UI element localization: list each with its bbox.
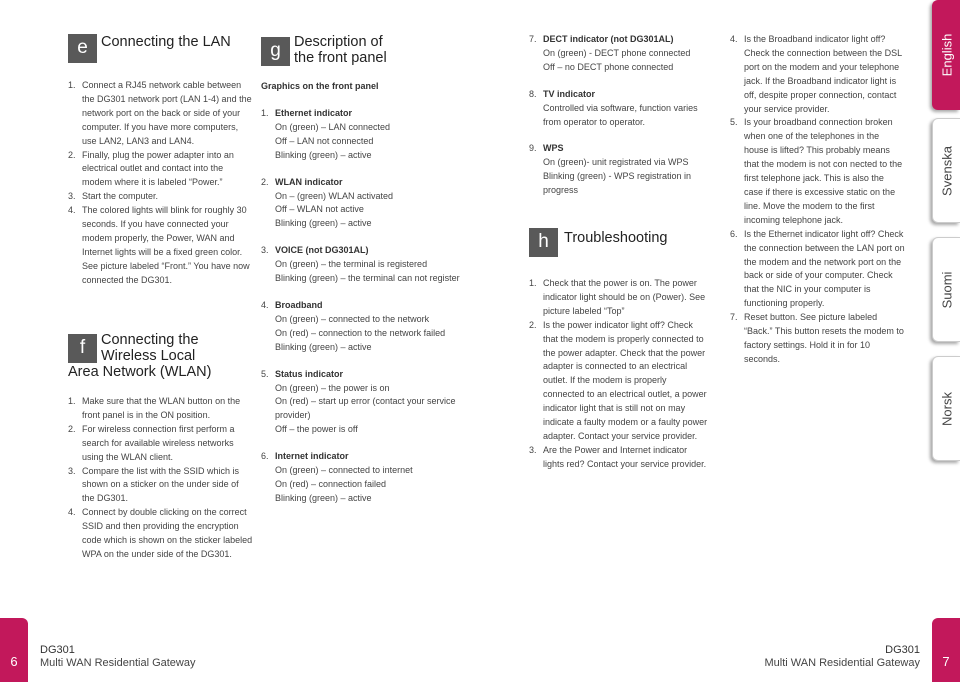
- section-badge-e: e: [68, 34, 97, 63]
- indicator-state: On (green) – the terminal is registered: [275, 259, 428, 270]
- tab-label-english: English: [939, 33, 954, 77]
- list-item-number: 6.: [730, 228, 738, 239]
- list-item: [68, 423, 253, 465]
- list-item-number: 2.: [529, 319, 537, 330]
- indicator-number: 2.: [261, 176, 269, 187]
- indicator-state: On (red) – start up error (contact your service provider): [275, 396, 456, 421]
- tab-suomi[interactable]: [932, 237, 960, 342]
- list-item: [730, 228, 905, 311]
- list-item-text: For wireless connection first perform a search for available wireless networks using the WLAN client.: [82, 423, 235, 462]
- indicator-item: [261, 450, 461, 506]
- indicator-item: [529, 142, 714, 198]
- list-item: [68, 79, 253, 149]
- list-item-number: 1.: [68, 396, 76, 406]
- list-item: [529, 277, 709, 319]
- tab-label-norsk: Norsk: [939, 391, 954, 426]
- indicator-state: On (red) – connection failed: [275, 478, 387, 489]
- list-item-text: Compare the list with the SSID which is shown on a sticker on the under side of the DG301.: [82, 465, 240, 504]
- list-item-number: 3.: [68, 465, 76, 476]
- tab-label-suomi: Suomi: [939, 271, 954, 308]
- tab-english[interactable]: [932, 0, 960, 110]
- indicator-item: [529, 33, 714, 75]
- indicator-number: 7.: [529, 34, 537, 44]
- indicator-title: TV indicator: [543, 88, 596, 99]
- list-item: [68, 204, 253, 287]
- list-item-text: Start the computer.: [82, 191, 159, 202]
- list-item-text: Make sure that the WLAN button on the front panel is in the ON position.: [82, 396, 241, 420]
- page-number-right-tab: [932, 618, 960, 682]
- indicator-item: [261, 368, 461, 438]
- indicator-state: On (red) – connection to the network failed: [275, 327, 446, 338]
- list-item-number: 4.: [68, 205, 76, 216]
- list-item: [529, 319, 709, 444]
- indicator-title: VOICE (not DG301AL): [275, 245, 369, 256]
- indicator-title: WPS: [543, 143, 564, 154]
- list-item-number: 2.: [68, 423, 76, 434]
- section-title-f-1: Connecting the: [101, 332, 199, 348]
- indicator-title: Status indicator: [275, 368, 344, 379]
- indicator-title: WLAN indicator: [275, 176, 343, 187]
- list-item-text: Connect a RJ45 network cable between the DG301 network port (LAN 1-4) and the network port on the back or side of your computer. If you have more computers, use LAN2, LAN3 and LAN4.: [82, 80, 252, 146]
- section-title-h: Troubleshooting: [564, 230, 668, 246]
- list-item-number: 1.: [68, 80, 76, 90]
- list-item-text: The colored lights will blink for roughly 30 seconds. If you have connected your modem properly, the Power, WAN and Internet lights will be a fixed green color. See picture labeled “Front.” You have now connected the DG301.: [82, 205, 250, 285]
- section-badge-h: h: [529, 228, 558, 257]
- list-item-text: Are the Power and Internet indicator lights red? Contact your service provider.: [543, 444, 707, 469]
- indicator-state: On (green) – LAN connected: [275, 121, 391, 132]
- footer-brand-name-left: DG301: [40, 644, 75, 656]
- page-number-right: 7: [942, 654, 950, 669]
- indicator-number: 8.: [529, 88, 537, 99]
- page-number-left-tab: [0, 618, 28, 682]
- indicator-number: 4.: [261, 299, 269, 310]
- list-item-text: Is the Broadband indicator light off? Check the connection between the DSL port on the modem and your telephone jack. If the Broadband indicator light is off, despite proper connection, contact your service provider.: [744, 34, 902, 114]
- section-title-e: Connecting the LAN: [101, 34, 231, 50]
- indicator-list: [529, 33, 714, 198]
- indicator-title: DECT indicator (not DG301AL): [543, 34, 674, 44]
- list-f: [68, 395, 253, 562]
- indicator-list: [261, 107, 461, 506]
- list-e: [68, 79, 253, 288]
- list-item-number: 4.: [730, 34, 738, 44]
- list-h-cont: [730, 33, 905, 367]
- list-item-number: 3.: [529, 444, 537, 455]
- footer-product-right: Multi WAN Residential Gateway: [764, 657, 920, 669]
- indicator-state: Blinking (green) – active: [275, 492, 372, 503]
- list-item-text: Is the power indicator light off? Check that the modem is properly connected to the power adapter. Check that the power adapter is connected to an electrical outlet. If the modem is properly connected to an electrical outlet, a power indicator light that is still not on may indicate a faulty modem or a faulty power adapter. Contact your service provider.: [543, 319, 708, 441]
- section-title-f-2: Wireless Local: [101, 348, 196, 364]
- footer-brand-left: [40, 644, 195, 670]
- list-item-number: 5.: [730, 117, 738, 128]
- list-item: [529, 444, 709, 472]
- section-title-f-3: Area Network (WLAN): [68, 364, 212, 380]
- section-badge-g: g: [261, 37, 290, 66]
- tab-norsk[interactable]: [932, 356, 960, 461]
- indicator-title: Internet indicator: [275, 451, 349, 462]
- list-item: [68, 506, 253, 562]
- indicator-state: On (green) – the power is on: [275, 382, 390, 393]
- list-item: [730, 33, 905, 116]
- list-item: [68, 190, 253, 204]
- indicator-state: On – (green) WLAN activated: [275, 190, 394, 201]
- list-item-number: 4.: [68, 507, 76, 518]
- indicator-item: [529, 88, 714, 130]
- list-item-text: Finally, plug the power adapter into an electrical outlet and contact into the modem where it is labeled “Power.”: [82, 149, 234, 188]
- indicator-title: Broadband: [275, 299, 323, 310]
- section-title-g-1: Description of: [294, 34, 383, 50]
- indicator-state: Blinking (green) – active: [275, 341, 372, 352]
- list-item-number: 1.: [529, 278, 537, 288]
- indicator-number: 6.: [261, 451, 269, 462]
- section-badge-f: f: [68, 334, 97, 363]
- list-item-text: Reset button. See picture labeled “Back.” This button resets the modem to factory settings. Hold it in for 10 seconds.: [744, 312, 904, 364]
- indicator-state: On (green)- unit registrated via WPS: [543, 157, 689, 168]
- indicator-state: Off – LAN not connected: [275, 135, 374, 146]
- list-item: [68, 395, 253, 423]
- indicator-state: On (green) – connected to the network: [275, 313, 430, 324]
- list-item-number: 2.: [68, 149, 76, 160]
- indicator-state: Blinking (green) – the terminal can not register: [275, 273, 460, 284]
- section-subhead-g: Graphics on the front panel: [261, 81, 379, 91]
- list-h: [529, 277, 709, 472]
- list-item-number: 7.: [730, 312, 738, 323]
- list-item-text: Connect by double clicking on the correct SSID and then providing the encryption code which is shown on the sticker labeled WPA on the under side of the DG301.: [82, 507, 253, 559]
- indicator-number: 3.: [261, 245, 269, 256]
- indicator-state: Blinking (green) - WPS registration in progress: [543, 171, 692, 196]
- indicator-state: Blinking (green) – active: [275, 218, 372, 229]
- indicator-item: [261, 244, 461, 286]
- footer-brand-name-right: DG301: [885, 644, 920, 656]
- indicator-state: Off – the power is off: [275, 424, 358, 435]
- list-item-number: 3.: [68, 191, 76, 202]
- list-item: [68, 149, 253, 191]
- indicator-title: Ethernet indicator: [275, 108, 353, 118]
- indicator-number: 9.: [529, 143, 537, 154]
- tab-svenska[interactable]: [932, 118, 960, 223]
- indicator-state: On (green) - DECT phone connected: [543, 47, 691, 58]
- indicator-state: On (green) – connected to internet: [275, 465, 413, 476]
- indicator-item: [261, 107, 461, 163]
- list-item-text: Is your broadband connection broken when one of the telephones in the house is lifted? This probably means that the modem is not con nected to the first telephone jack. This is also the case if there is excessive static on the line. Move the modem to the first incoming telephone jack.: [744, 117, 903, 225]
- indicator-number: 1.: [261, 108, 269, 118]
- language-tabs: [932, 0, 960, 470]
- list-item: [68, 465, 253, 507]
- list-g-cont: [529, 33, 714, 211]
- list-item-text: Check that the power is on. The power indicator light should be on (Power). See picture labeled “Top”: [543, 278, 706, 316]
- indicator-number: 5.: [261, 368, 269, 379]
- footer-brand-right: [765, 644, 920, 670]
- indicator-item: [261, 176, 461, 232]
- indicator-item: [261, 299, 461, 355]
- page-number-left: 6: [10, 654, 18, 669]
- indicator-state: Blinking (green) – active: [275, 149, 372, 160]
- list-g: [261, 107, 461, 519]
- tab-label-svenska: Svenska: [939, 145, 954, 196]
- footer-product-left: Multi WAN Residential Gateway: [40, 657, 196, 669]
- indicator-state: Controlled via software, function varies from operator to operator.: [543, 102, 698, 127]
- list-item: [730, 311, 905, 367]
- indicator-state: Off – no DECT phone connected: [543, 61, 674, 72]
- list-item-text: Is the Ethernet indicator light off? Check the connection between the LAN port on the modem and the network port on the back or side of your computer. Check that the NIC in your computer is functioning properly.: [744, 228, 905, 309]
- indicator-state: Off – WLAN not active: [275, 204, 364, 215]
- list-item: [730, 116, 905, 227]
- section-title-g-2: the front panel: [294, 50, 387, 66]
